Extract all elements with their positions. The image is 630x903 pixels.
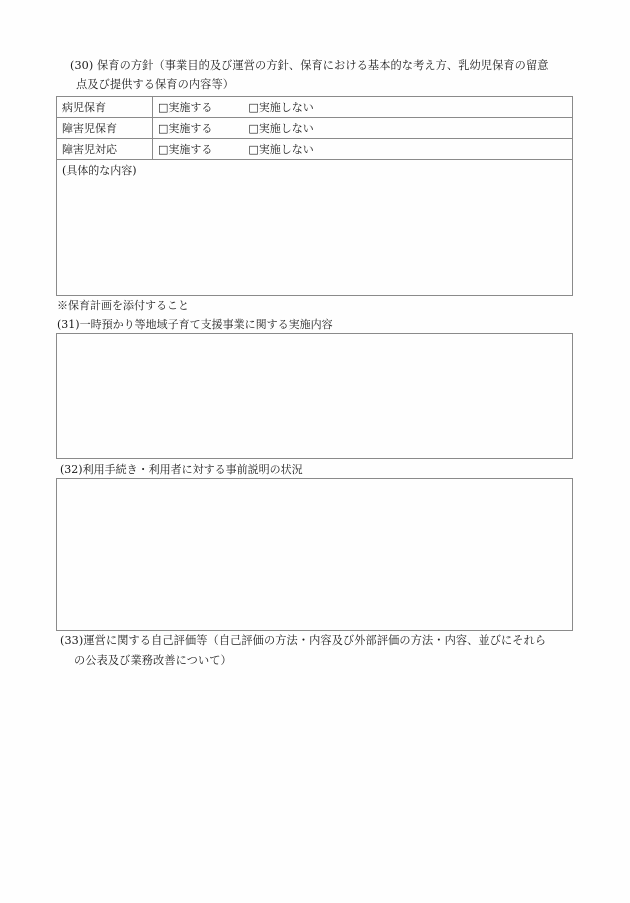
table-row-disabled-child-care <box>57 118 573 139</box>
checkbox-not-implement[interactable]: □実施しない <box>248 101 314 114</box>
table-row-disabled-child-support <box>57 139 573 160</box>
checkbox-not-implement[interactable]: □実施しない <box>248 143 314 156</box>
attachment-note: ※保育計画を添付すること <box>57 299 189 312</box>
row-label: 病児保育 <box>57 97 153 118</box>
checkbox-implement[interactable]: □実施する <box>158 143 213 156</box>
section-30-heading-line2: 点及び提供する保育の内容等） <box>76 78 235 91</box>
section-31-input-box[interactable] <box>56 333 573 459</box>
section-31-heading: (31)一時預かり等地域子育て支援事業に関する実施内容 <box>57 318 333 331</box>
table-row-details <box>57 160 573 296</box>
checkbox-not-implement[interactable]: □実施しない <box>248 122 314 135</box>
checkbox-implement[interactable]: □実施する <box>158 101 213 114</box>
care-policy-table <box>56 96 573 296</box>
row-label: 障害児保育 <box>57 118 153 139</box>
section-32-input-box[interactable] <box>56 478 573 631</box>
checkbox-implement[interactable]: □実施する <box>158 122 213 135</box>
row-label: 障害児対応 <box>57 139 153 160</box>
details-field[interactable] <box>57 160 573 296</box>
section-33-heading-line1: (33)運営に関する自己評価等（自己評価の方法・内容及び外部評価の方法・内容、並びにそれら <box>60 634 547 647</box>
details-label: (具体的な内容) <box>62 164 137 177</box>
table-row-sick-child-care <box>57 97 573 118</box>
section-33-heading-line2: の公表及び業務改善について） <box>74 654 232 667</box>
section-32-heading: (32)利用手続き・利用者に対する事前説明の状況 <box>60 463 303 476</box>
section-30-heading-line1: (30) 保育の方針（事業目的及び運営の方針、保育における基本的な考え方、乳幼児保育の留意 <box>70 59 549 72</box>
